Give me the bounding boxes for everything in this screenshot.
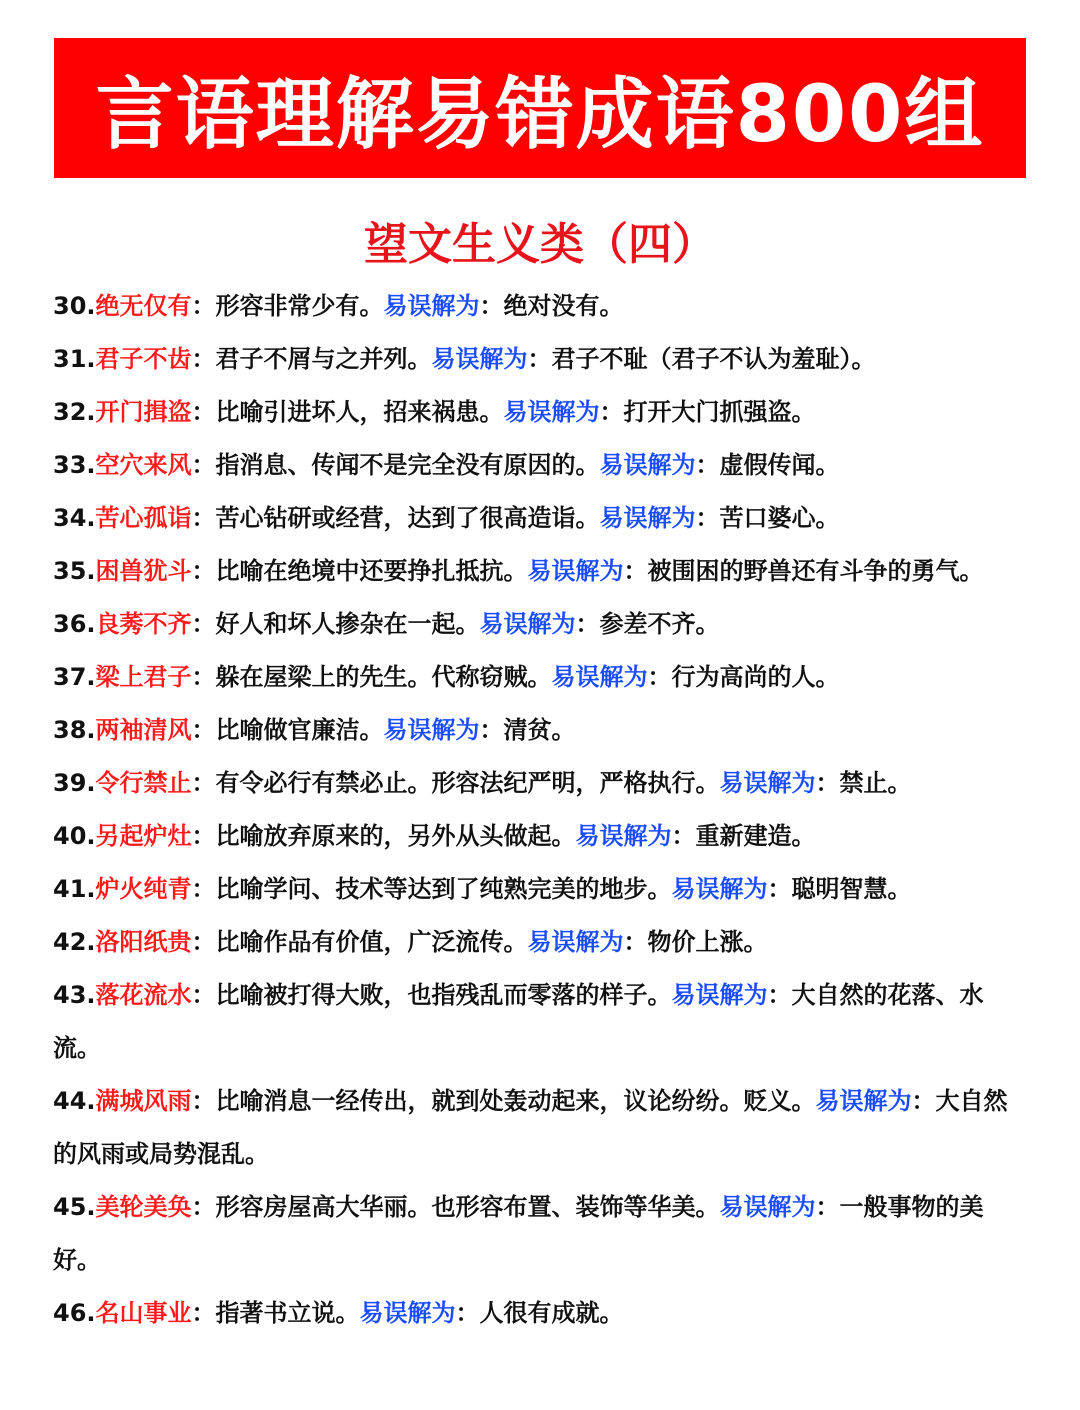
misread-meaning: 行为高尚的人。 [671,663,840,691]
colon: ： [191,1299,216,1327]
idiom-entry [53,704,1018,757]
colon: ： [191,928,216,956]
idiom-entry [53,598,1018,651]
misread-meaning: 物价上涨。 [647,928,768,956]
idiom-entry [53,492,1018,545]
entry-number: 42. [53,928,96,956]
idiom-term: 困兽犹斗 [95,557,192,585]
colon: ： [671,822,696,850]
page-title: 言语理解易错成语800组 [95,70,985,160]
idiom-term: 苦心孤诣 [95,504,192,532]
misread-meaning: 苦口婆心。 [719,504,840,532]
colon: ： [191,610,216,638]
idiom-meaning: 好人和坏人掺杂在一起。 [215,610,480,638]
colon: ： [767,981,792,1009]
idiom-entry [53,916,1018,969]
colon: ： [575,610,600,638]
entry-number: 43. [53,981,96,1009]
colon: ： [695,504,720,532]
idiom-term: 满城风雨 [95,1087,192,1115]
entry-number: 30. [53,292,96,320]
colon: ： [191,504,216,532]
title-banner [54,38,1026,178]
idiom-term: 名山事业 [95,1299,192,1327]
misread-meaning: 大自然的花落、水流。 [53,981,984,1062]
misread-label: 易误解为 [479,610,576,638]
idiom-entry [53,439,1018,492]
colon: ： [479,292,504,320]
idiom-meaning: 比喻消息一经传出，就到处轰动起来，议论纷纷。贬义。 [215,1087,816,1115]
misread-label: 易误解为 [671,875,768,903]
misread-label: 易误解为 [551,663,648,691]
idiom-meaning: 躲在屋梁上的先生。代称窃贼。 [215,663,552,691]
idiom-term: 令行禁止 [95,769,192,797]
colon: ： [527,345,552,373]
entry-number: 33. [53,451,96,479]
entry-number: 31. [53,345,96,373]
misread-meaning: 一般事物的美好。 [53,1193,984,1274]
entry-number: 45. [53,1193,96,1221]
entry-number: 39. [53,769,96,797]
colon: ： [191,1193,216,1221]
colon: ： [599,398,624,426]
idiom-entry [53,280,1018,333]
idiom-meaning: 比喻引进坏人，招来祸患。 [215,398,504,426]
idiom-term: 君子不齿 [95,345,192,373]
misread-meaning: 大自然的风雨或局势混乱。 [53,1087,1008,1168]
colon: ： [815,1193,840,1221]
misread-label: 易误解为 [815,1087,912,1115]
misread-meaning: 人很有成就。 [479,1299,624,1327]
misread-meaning: 清贫。 [503,716,576,744]
colon: ： [191,345,216,373]
idiom-entry [53,333,1018,386]
entry-number: 41. [53,875,96,903]
idiom-meaning: 形容房屋高大华丽。也形容布置、装饰等华美。 [215,1193,720,1221]
entry-number: 46. [53,1299,96,1327]
idiom-meaning: 形容非常少有。 [215,292,384,320]
entry-number: 34. [53,504,96,532]
idiom-meaning: 有令必行有禁必止。形容法纪严明，严格执行。 [215,769,720,797]
idiom-entry [53,545,1018,598]
misread-label: 易误解为 [671,981,768,1009]
idiom-term: 落花流水 [95,981,192,1009]
colon: ： [191,769,216,797]
idiom-term: 洛阳纸贵 [95,928,192,956]
idiom-meaning: 比喻被打得大败，也指残乱而零落的样子。 [215,981,672,1009]
colon: ： [191,663,216,691]
idiom-entry [53,1181,1018,1287]
misread-label: 易误解为 [503,398,600,426]
misread-meaning: 君子不耻（君子不认为羞耻）。 [551,345,876,373]
idiom-term: 梁上君子 [95,663,192,691]
idiom-term: 两袖清风 [95,716,192,744]
idiom-term: 开门揖盗 [95,398,192,426]
colon: ： [191,981,216,1009]
colon: ： [191,557,216,585]
section-title: 望文生义类（四） [364,219,716,270]
idiom-term: 空穴来风 [95,451,192,479]
entry-number: 36. [53,610,96,638]
misread-label: 易误解为 [383,292,480,320]
idiom-entry [53,969,1018,1075]
colon: ： [623,557,648,585]
idiom-term: 炉火纯青 [95,875,192,903]
misread-label: 易误解为 [431,345,528,373]
misread-label: 易误解为 [719,769,816,797]
idiom-meaning: 比喻作品有价值，广泛流传。 [215,928,528,956]
misread-meaning: 虚假传闻。 [719,451,840,479]
colon: ： [479,716,504,744]
misread-meaning: 被围困的野兽还有斗争的勇气。 [647,557,984,585]
misread-meaning: 重新建造。 [695,822,816,850]
misread-meaning: 参差不齐。 [599,610,720,638]
entry-number: 32. [53,398,96,426]
misread-label: 易误解为 [359,1299,456,1327]
entry-number: 44. [53,1087,96,1115]
idiom-entry [53,810,1018,863]
entry-number: 37. [53,663,96,691]
idiom-term: 良莠不齐 [95,610,192,638]
entry-number: 40. [53,822,96,850]
idiom-meaning: 比喻在绝境中还要挣扎抵抗。 [215,557,528,585]
colon: ： [623,928,648,956]
idiom-meaning: 指著书立说。 [215,1299,360,1327]
idiom-entry [53,1075,1018,1181]
misread-label: 易误解为 [527,928,624,956]
idiom-term: 美轮美奂 [95,1193,192,1221]
colon: ： [455,1299,480,1327]
colon: ： [191,451,216,479]
colon: ： [767,875,792,903]
idiom-entry [53,651,1018,704]
colon: ： [911,1087,936,1115]
misread-label: 易误解为 [527,557,624,585]
misread-meaning: 禁止。 [839,769,912,797]
idiom-meaning: 比喻学问、技术等达到了纯熟完美的地步。 [215,875,672,903]
colon: ： [191,875,216,903]
misread-meaning: 聪明智慧。 [791,875,912,903]
idiom-entry [53,757,1018,810]
misread-label: 易误解为 [599,451,696,479]
colon: ： [647,663,672,691]
misread-label: 易误解为 [575,822,672,850]
misread-label: 易误解为 [599,504,696,532]
idiom-term: 另起炉灶 [95,822,192,850]
idiom-meaning: 比喻做官廉洁。 [215,716,384,744]
idiom-term: 绝无仅有 [95,292,192,320]
idiom-meaning: 比喻放弃原来的，另外从头做起。 [215,822,576,850]
misread-label: 易误解为 [719,1193,816,1221]
idiom-meaning: 君子不屑与之并列。 [215,345,432,373]
colon: ： [815,769,840,797]
idiom-list [53,280,1018,1340]
entry-number: 38. [53,716,96,744]
idiom-entry [53,1287,1018,1340]
colon: ： [191,822,216,850]
entry-number: 35. [53,557,96,585]
idiom-meaning: 指消息、传闻不是完全没有原因的。 [215,451,600,479]
idiom-meaning: 苦心钻研或经营，达到了很高造诣。 [215,504,600,532]
colon: ： [191,716,216,744]
misread-meaning: 绝对没有。 [503,292,624,320]
misread-meaning: 打开大门抓强盗。 [623,398,816,426]
colon: ： [695,451,720,479]
idiom-entry [53,386,1018,439]
colon: ： [191,398,216,426]
misread-label: 易误解为 [383,716,480,744]
idiom-entry [53,863,1018,916]
colon: ： [191,292,216,320]
colon: ： [191,1087,216,1115]
